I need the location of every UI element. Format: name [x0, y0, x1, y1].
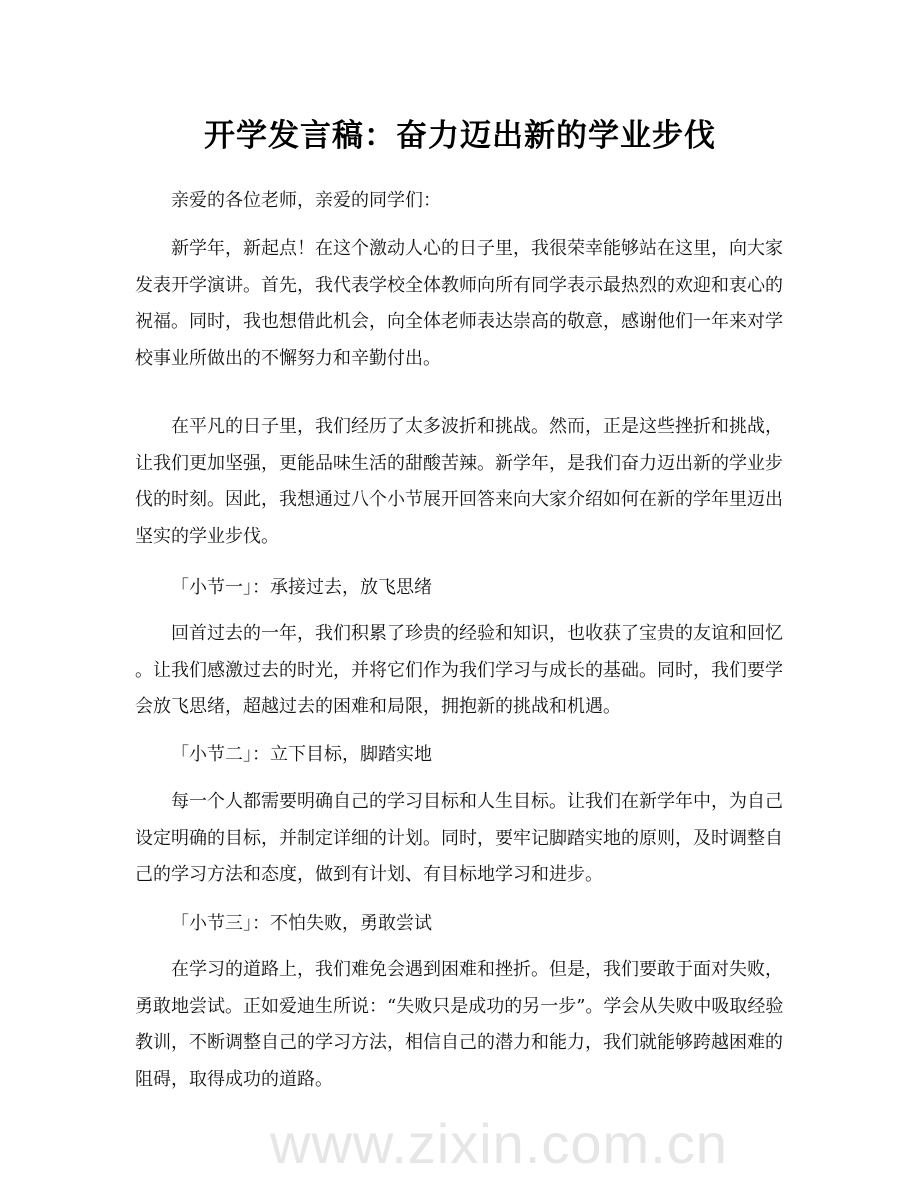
section-heading-text: 「小节二」：立下目标，脚踏实地	[171, 744, 432, 765]
greeting	[135, 183, 790, 220]
paragraph-line: 会放飞思绪，超越过去的困难和局限，拥抱新的挑战和机遇。	[135, 696, 621, 718]
paragraph-line: 新学年，新起点！在这个激动人心的日子里，我很荣幸能够站在这里，向大家	[171, 238, 783, 259]
paragraph-line: 。让我们感激过去的时光，并将它们作为我们学习与成长的基础。同时，我们要学	[135, 659, 783, 681]
greeting-text: 亲爱的各位老师，亲爱的同学们：	[171, 190, 441, 211]
paragraph-line: 发表开学演讲。首先，我代表学校全体教师向所有同学表示最热烈的欢迎和衷心的	[135, 274, 783, 296]
paragraph-line: 己的学习方法和态度，做到有计划、有目标地学习和进步。	[135, 864, 603, 886]
paragraph-1	[135, 231, 790, 377]
paragraph-4	[135, 784, 790, 894]
section-heading-1	[135, 570, 790, 607]
paragraph-line: 在学习的道路上，我们难免会遇到困难和挫折。但是，我们要敢于面对失败，	[171, 959, 783, 980]
section-heading-3	[135, 906, 790, 943]
paragraph-5	[135, 952, 790, 1098]
paragraph-line: 每一个人都需要明确自己的学习目标和人生目标。让我们在新学年中，为自己	[171, 791, 783, 812]
section-heading-2	[135, 737, 790, 774]
watermark: www.zixin.com.cn	[270, 1112, 728, 1175]
paragraph-2	[135, 409, 790, 555]
section-heading-text: 「小节一」：承接过去，放飞思绪	[171, 577, 432, 598]
paragraph-line: 教训，不断调整自己的学习方法，相信自己的潜力和能力，我们就能够跨越困难的	[135, 1032, 783, 1054]
paragraph-line: 让我们更加坚强，更能品味生活的甜酸苦辣。新学年，是我们奋力迈出新的学业步	[135, 452, 783, 474]
paragraph-line: 回首过去的一年，我们积累了珍贵的经验和知识，也收获了宝贵的友谊和回忆	[171, 623, 783, 644]
paragraph-line: 校事业所做出的不懈努力和辛勤付出。	[135, 347, 441, 369]
paragraph-line: 在平凡的日子里，我们经历了太多波折和挑战。然而，正是这些挫折和挑战，	[171, 416, 783, 437]
paragraph-line: 祝福。同时，我也想借此机会，向全体老师表达崇高的敬意，感谢他们一年来对学	[135, 311, 783, 333]
document-title: 开学发言稿：奋力迈出新的学业步伐	[204, 118, 716, 154]
paragraph-line: 坚实的学业步伐。	[135, 525, 279, 547]
paragraph-line: 阻碍，取得成功的道路。	[135, 1068, 333, 1090]
section-heading-text: 「小节三」：不怕失败，勇敢尝试	[171, 913, 432, 934]
paragraph-line: 设定明确的目标，并制定详细的计划。同时，要牢记脚踏实地的原则，及时调整自	[135, 827, 783, 849]
paragraph-3	[135, 616, 790, 726]
paragraph-line: 勇敢地尝试。正如爱迪生所说：“失败只是成功的另一步”。学会从失败中吸取经验	[135, 995, 784, 1017]
paragraph-line: 伐的时刻。因此，我想通过八个小节展开回答来向大家介绍如何在新的学年里迈出	[135, 489, 783, 511]
